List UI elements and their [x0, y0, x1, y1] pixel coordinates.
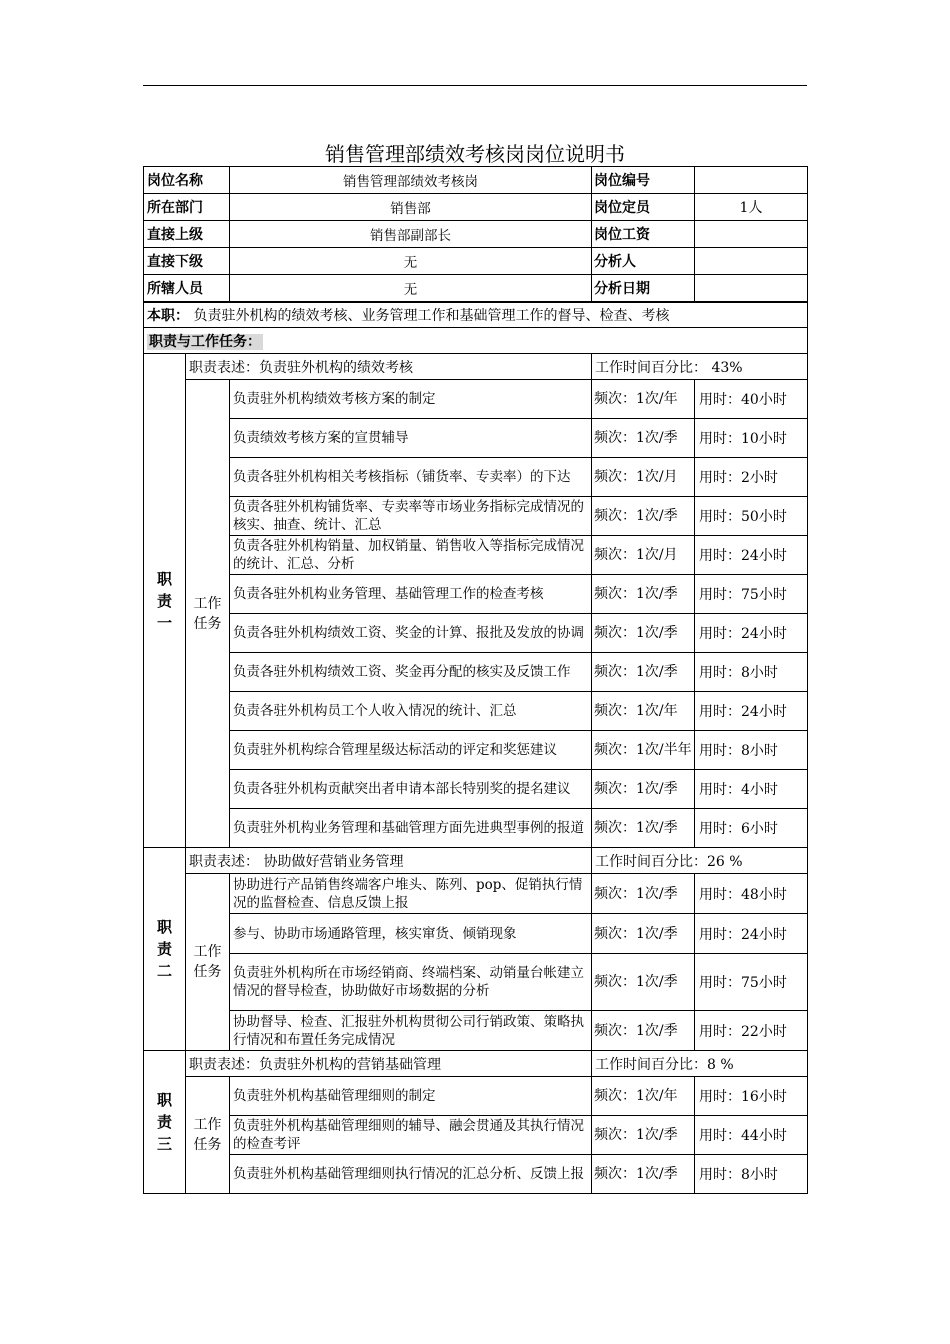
task-frequency: 频次：1次/季 — [592, 653, 695, 692]
task-frequency: 频次：1次/季 — [592, 497, 695, 536]
info-value: 1人 — [695, 194, 808, 221]
task-hours: 用时：8小时 — [695, 731, 808, 770]
task-row — [144, 458, 808, 497]
task-frequency: 频次：1次/季 — [592, 770, 695, 809]
task-frequency: 频次：1次/季 — [592, 1155, 695, 1194]
task-text: 协助进行产品销售终端客户堆头、陈列、pop、促销执行情况的监督检查、信息反馈上报 — [230, 874, 592, 914]
work-task-label: 工作 任务 — [186, 1077, 230, 1194]
task-text: 负责各驻外机构绩效工资、奖金的计算、报批及发放的协调 — [230, 614, 592, 653]
task-row — [144, 1011, 808, 1051]
duty-time-percent: 工作时间百分比：8 % — [592, 1051, 808, 1077]
task-row — [144, 1116, 808, 1155]
task-row — [144, 575, 808, 614]
info-label: 分析日期 — [592, 275, 695, 302]
main-duty — [144, 302, 808, 328]
main-duty-text: 负责驻外机构的绩效考核、业务管理工作和基础管理工作的督导、检查、考核 — [193, 307, 670, 324]
task-hours: 用时：24小时 — [695, 692, 808, 731]
task-text: 协助督导、检查、汇报驻外机构贯彻公司行销政策、策略执行情况和布置任务完成情况 — [230, 1011, 592, 1051]
info-value — [695, 275, 808, 302]
section-title-text: 职责与工作任务： — [149, 333, 261, 350]
task-text: 负责各驻外机构员工个人收入情况的统计、汇总 — [230, 692, 592, 731]
info-label: 岗位定员 — [592, 194, 695, 221]
info-value — [695, 221, 808, 248]
task-frequency: 频次：1次/季 — [592, 809, 695, 848]
section-title-row — [144, 328, 808, 354]
task-row — [144, 1155, 808, 1194]
task-text: 负责各驻外机构铺货率、专卖率等市场业务指标完成情况的核实、抽查、统计、汇总 — [230, 497, 592, 536]
task-row — [144, 770, 808, 809]
task-text: 负责驻外机构综合管理星级达标活动的评定和奖惩建议 — [230, 731, 592, 770]
task-frequency: 频次：1次/季 — [592, 1011, 695, 1051]
task-frequency: 频次：1次/季 — [592, 914, 695, 954]
task-frequency: 频次：1次/月 — [592, 458, 695, 497]
task-hours: 用时：22小时 — [695, 1011, 808, 1051]
task-frequency: 频次：1次/季 — [592, 874, 695, 914]
task-row — [144, 497, 808, 536]
task-row — [144, 653, 808, 692]
task-hours: 用时：75小时 — [695, 575, 808, 614]
task-text: 负责驻外机构业务管理和基础管理方面先进典型事例的报道 — [230, 809, 592, 848]
info-row — [144, 194, 808, 221]
task-hours: 用时：8小时 — [695, 1155, 808, 1194]
task-row — [144, 874, 808, 914]
task-text: 负责各驻外机构业务管理、基础管理工作的检查考核 — [230, 575, 592, 614]
task-text: 负责驻外机构基础管理细则的辅导、融会贯通及其执行情况的检查考评 — [230, 1116, 592, 1155]
job-description-table — [143, 166, 808, 1194]
duty-desc-row — [144, 1051, 808, 1077]
task-hours: 用时：8小时 — [695, 653, 808, 692]
duty-desc-row — [144, 848, 808, 874]
task-row — [144, 1077, 808, 1116]
info-row — [144, 248, 808, 275]
task-text: 负责驻外机构所在市场经销商、终端档案、动销量台帐建立情况的督导检查，协助做好市场数据的分析 — [230, 954, 592, 1011]
task-hours: 用时：6小时 — [695, 809, 808, 848]
duty-time-percent: 工作时间百分比： 43% — [592, 354, 808, 380]
info-label: 直接下级 — [144, 248, 230, 275]
task-row — [144, 809, 808, 848]
task-text: 负责各驻外机构相关考核指标（铺货率、专卖率）的下达 — [230, 458, 592, 497]
task-frequency: 频次：1次/季 — [592, 1116, 695, 1155]
task-frequency: 频次：1次/季 — [592, 575, 695, 614]
task-frequency: 频次：1次/半年 — [592, 731, 695, 770]
info-label: 岗位工资 — [592, 221, 695, 248]
task-hours: 用时：10小时 — [695, 419, 808, 458]
task-text: 负责绩效考核方案的宣贯辅导 — [230, 419, 592, 458]
task-hours: 用时：50小时 — [695, 497, 808, 536]
task-text: 负责驻外机构基础管理细则执行情况的汇总分析、反馈上报 — [230, 1155, 592, 1194]
info-label: 岗位编号 — [592, 167, 695, 194]
duty-description: 职责表述：负责驻外机构的绩效考核 — [186, 354, 592, 380]
task-row — [144, 731, 808, 770]
work-task-label: 工作 任务 — [186, 874, 230, 1051]
info-value: 无 — [230, 275, 592, 302]
main-duty-label: 本职： — [147, 307, 189, 324]
info-row — [144, 221, 808, 248]
task-row — [144, 419, 808, 458]
info-label: 所辖人员 — [144, 275, 230, 302]
duty-time-percent: 工作时间百分比：26 % — [592, 848, 808, 874]
header-rule — [143, 85, 807, 86]
task-hours: 用时：16小时 — [695, 1077, 808, 1116]
task-frequency: 频次：1次/年 — [592, 380, 695, 419]
task-hours: 用时：75小时 — [695, 954, 808, 1011]
duty-description: 职责表述： 协助做好营销业务管理 — [186, 848, 592, 874]
task-text: 负责各驻外机构销量、加权销量、销售收入等指标完成情况的统计、汇总、分析 — [230, 536, 592, 575]
task-text: 负责驻外机构基础管理细则的制定 — [230, 1077, 592, 1116]
task-text: 负责各驻外机构绩效工资、奖金再分配的核实及反馈工作 — [230, 653, 592, 692]
info-value: 无 — [230, 248, 592, 275]
task-row — [144, 614, 808, 653]
info-label: 分析人 — [592, 248, 695, 275]
section-title — [144, 328, 808, 354]
task-hours: 用时：40小时 — [695, 380, 808, 419]
info-row — [144, 167, 808, 194]
task-frequency: 频次：1次/季 — [592, 614, 695, 653]
task-text: 负责驻外机构绩效考核方案的制定 — [230, 380, 592, 419]
task-frequency: 频次：1次/年 — [592, 692, 695, 731]
task-hours: 用时：2小时 — [695, 458, 808, 497]
task-hours: 用时：48小时 — [695, 874, 808, 914]
task-hours: 用时：24小时 — [695, 614, 808, 653]
info-row — [144, 275, 808, 302]
task-text: 参与、协助市场通路管理，核实窜货、倾销现象 — [230, 914, 592, 954]
task-row — [144, 954, 808, 1011]
task-text: 负责各驻外机构贡献突出者申请本部长特别奖的提名建议 — [230, 770, 592, 809]
task-row — [144, 692, 808, 731]
work-task-label: 工作 任务 — [186, 380, 230, 848]
task-frequency: 频次：1次/季 — [592, 954, 695, 1011]
task-hours: 用时：24小时 — [695, 536, 808, 575]
task-frequency: 频次：1次/年 — [592, 1077, 695, 1116]
task-hours: 用时：44小时 — [695, 1116, 808, 1155]
duty-desc-row — [144, 354, 808, 380]
duty-name: 职 责 三 — [144, 1051, 186, 1194]
document-title: 销售管理部绩效考核岗岗位说明书 — [325, 142, 625, 166]
info-value — [695, 167, 808, 194]
duty-name: 职 责 二 — [144, 848, 186, 1051]
info-value — [695, 248, 808, 275]
task-hours: 用时：24小时 — [695, 914, 808, 954]
task-row — [144, 536, 808, 575]
info-value: 销售部 — [230, 194, 592, 221]
info-value: 销售管理部绩效考核岗 — [230, 167, 592, 194]
main-duty-row — [144, 302, 808, 328]
task-frequency: 频次：1次/季 — [592, 419, 695, 458]
task-frequency: 频次：1次/月 — [592, 536, 695, 575]
info-label: 所在部门 — [144, 194, 230, 221]
task-row — [144, 914, 808, 954]
info-value: 销售部副部长 — [230, 221, 592, 248]
task-hours: 用时：4小时 — [695, 770, 808, 809]
task-row — [144, 380, 808, 419]
duty-name: 职 责 一 — [144, 354, 186, 848]
info-label: 直接上级 — [144, 221, 230, 248]
info-label: 岗位名称 — [144, 167, 230, 194]
duty-description: 职责表述：负责驻外机构的营销基础管理 — [186, 1051, 592, 1077]
